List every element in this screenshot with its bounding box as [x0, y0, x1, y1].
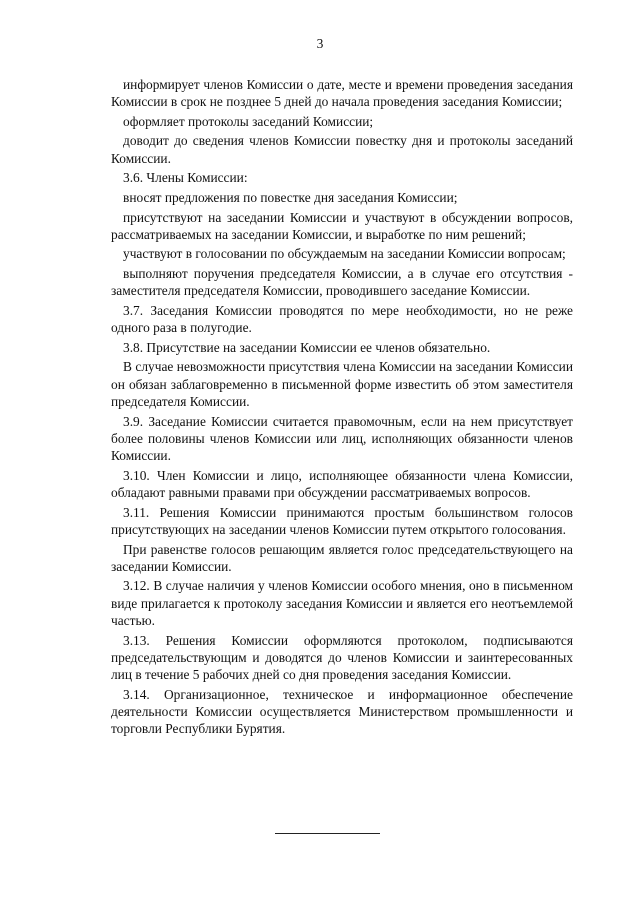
- paragraph: вносят предложения по повестке дня заседания Комиссии;: [123, 189, 458, 205]
- paragraph: 3.11. Решения Комиссии принимаются простым большинством голосов присутствующих на заседании членов Комиссии путем открытого голосования.: [111, 504, 573, 537]
- paragraph: В случае невозможности присутствия члена Комиссии на заседании Комиссии он обязан заблаговременно в письменной форме известить об этом заместителя председателя Комиссии.: [111, 359, 573, 410]
- paragraph: При равенстве голосов решающим является голос председательствующего на заседании Комиссии.: [111, 541, 573, 574]
- document-body: [111, 76, 573, 740]
- paragraph: 3.12. В случае наличия у членов Комиссии особого мнения, оно в письменном виде прилагается к протоколу заседания Комиссии и является его неотъемлемой частью.: [111, 578, 573, 629]
- paragraph: 3.10. Член Комиссии и лицо, исполняющее обязанности члена Комиссии, обладают равными правами при обсуждении рассматриваемых вопросов.: [111, 467, 573, 501]
- end-divider: [275, 833, 380, 834]
- paragraph: участвуют в голосовании по обсуждаемым на заседании Комиссии вопросам;: [123, 246, 566, 262]
- paragraph: выполняют поручения председателя Комиссии, а в случае его отсутствия - заместителя председателя Комиссии, проводившего заседание Комиссии.: [111, 266, 573, 299]
- paragraph: оформляет протоколы заседаний Комиссии;: [123, 113, 374, 129]
- paragraph: присутствуют на заседании Комиссии и участвуют в обсуждении вопросов, рассматриваемых на заседании Комиссии, и выработке по ним решений;: [111, 209, 573, 242]
- paragraph: 3.13. Решения Комиссии оформляются протоколом, подписываются председательствующим и доводятся до членов Комиссии и заинтересованных лиц в течение 5 рабочих дней со дня проведения заседания Комиссии.: [111, 632, 573, 683]
- paragraph: информирует членов Комиссии о дате, месте и времени проведения заседания Комиссии в срок не позднее 5 дней до начала проведения заседания Комиссии;: [111, 77, 573, 110]
- paragraph: 3.14. Организационное, техническое и информационное обеспечение деятельности Комиссии осуществляется Министерством промышленности и торговли Республики Бурятия.: [111, 686, 573, 737]
- paragraph: 3.9. Заседание Комиссии считается правомочным, если на нем присутствует более половины членов Комиссии или лиц, исполняющих обязанности членов Комиссии.: [111, 413, 573, 464]
- page-number: 3: [316, 36, 324, 51]
- paragraph: 3.6. Члены Комиссии:: [123, 170, 248, 186]
- paragraph: доводит до сведения членов Комиссии повестку дня и протоколы заседаний Комиссии.: [111, 133, 573, 166]
- paragraph: 3.8. Присутствие на заседании Комиссии ее членов обязательно.: [123, 339, 491, 355]
- paragraph: 3.7. Заседания Комиссии проводятся по мере необходимости, но не реже одного раза в полугодие.: [111, 302, 573, 336]
